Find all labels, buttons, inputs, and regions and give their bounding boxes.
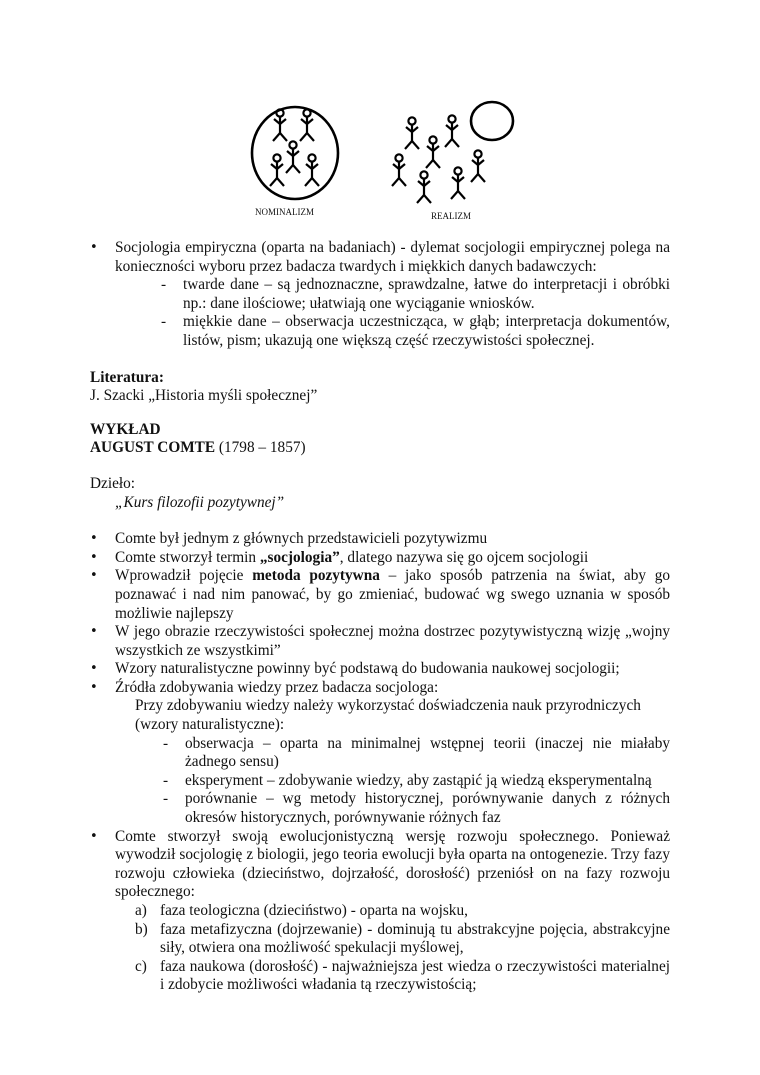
list-item: - eksperyment – zdobywanie wiedzy, aby zastąpić ją wiedzą eksperymentalną <box>160 772 670 791</box>
list-item: • Wzory naturalistyczne powinny być podstawą do budowania naukowej socjologii; <box>90 660 670 679</box>
comte-list <box>90 530 670 995</box>
sub-paragraph: Przy zdobywaniu wiedzy należy wykorzystać doświadczenia nauk przyrodniczych (wzory naturalistyczne): <box>135 697 641 734</box>
author-name: AUGUST COMTE <box>90 439 216 457</box>
lecture-heading: WYKŁAD <box>90 420 161 438</box>
list-item: - porównanie – wg metody historycznej, porównywanie danych z różnych okresów historycznych, porównywanie różnych faz <box>160 790 670 827</box>
list-item: c) faza naukowa (dorosłość) - najważniejsza jest wiedza o rzeczywistości materialnej i zdobycie możliwości władania tą rzeczywistością; <box>135 957 670 994</box>
list-item: - obserwacja – oparta na minimalnej wstępnej teorii (inaczej nie miałaby żadnego sensu) <box>160 735 670 772</box>
bullet-text: Źródła zdobywania wiedzy przez badacza socjologa: <box>115 678 439 696</box>
bullet-text: Socjologia empiryczna (oparta na badaniach) - dylemat socjologii empirycznej polega na konieczności wyboru przez badacza twardych i miękkich danych badawczych: <box>115 239 670 275</box>
list-item: b) faza metafizyczna (dojrzewanie) - dominują tu abstrakcyjne pojęcia, abstrakcyjne siły, otwiera ona możliwość spekulacji myślowej, <box>135 920 670 957</box>
list-item: • W jego obrazie rzeczywistości społecznej można dostrzec pozytywistyczną wizję „wojny wszystkich ze wszystkimi” <box>90 623 670 660</box>
nominalism-realism-figure <box>240 98 520 228</box>
list-item: a) faza teologiczna (dzieciństwo) - oparta na wojsku, <box>135 902 468 919</box>
list-item: - twarde dane – są jednoznaczne, sprawdzalne, łatwe do interpretacji i obróbki np.: dane ilościowe; ułatwiają one wyciąganie wniosków. <box>158 276 670 313</box>
literature-entry: J. Szacki „Historia myśli społecznej” <box>90 387 318 405</box>
work-label: Dzieło: <box>90 474 136 492</box>
data-types-list <box>113 276 670 350</box>
list-item: • Comte był jednym z głównych przedstawicieli pozytywizmu <box>90 530 670 549</box>
bullet-text: Comte stworzył swoją ewolucjonistyczną wersję rozwoju społecznego. Ponieważ wywodził socjologię z biologii, jego teoria ewolucji była oparta na ontogenezie. Trzy fazy rozwoju człowieka (dzieciństwo, dojrzałość, dorosłość) przeniósł on na fazy rozwoju społecznego: <box>115 827 670 901</box>
methods-list <box>115 735 670 828</box>
literature-heading: Literatura: <box>90 368 164 386</box>
phases-list <box>115 902 670 995</box>
realism-circle <box>471 102 513 140</box>
intro-list <box>90 239 670 351</box>
list-item: - miękkie dane – obserwacja uczestnicząca, w głąb; interpretacja dokumentów, listów, pism; ukazują one większą część rzeczywistości społecznej. <box>158 313 670 350</box>
document-body <box>90 239 670 995</box>
list-item: • Comte stworzył termin „socjologia”, dlatego nazywa się go ojcem socjologii <box>90 549 670 568</box>
list-item <box>90 679 670 828</box>
list-item <box>90 828 670 995</box>
work-title: „Kurs filozofii pozytywnej” <box>115 493 285 511</box>
list-item <box>90 239 670 351</box>
list-item: • Wprowadził pojęcie metoda pozytywna – jako sposób patrzenia na świat, aby go poznawać i nad nim panować, by go zmieniać, budować wg swego uznania w sposób możliwie najlepszy <box>90 567 670 623</box>
lecture-subject <box>90 439 670 458</box>
nominalism-label: NOMINALIZM <box>255 207 314 217</box>
realism-label: REALIZM <box>431 211 471 221</box>
author-dates: (1798 – 1857) <box>215 439 306 457</box>
